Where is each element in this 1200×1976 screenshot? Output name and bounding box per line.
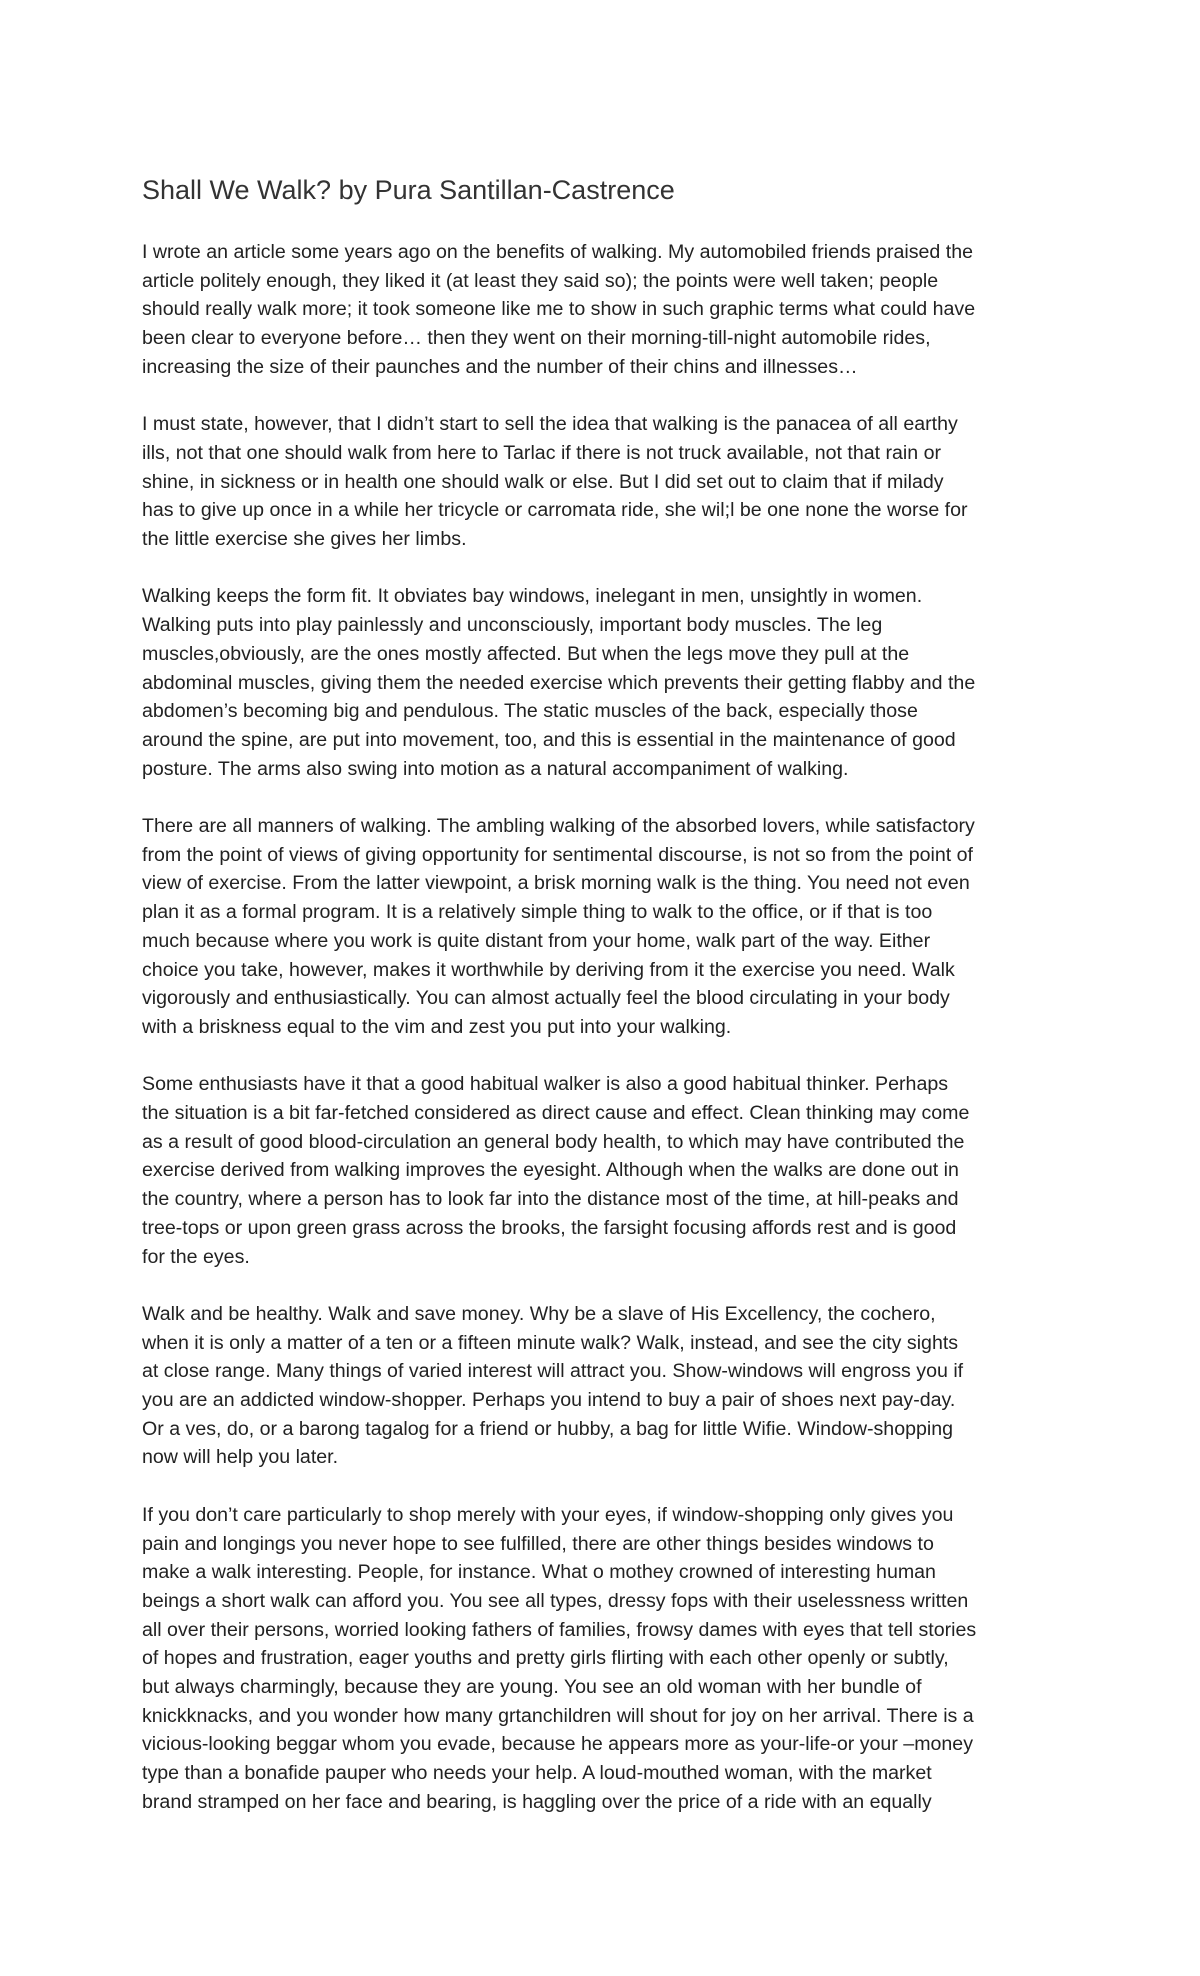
paragraph-line: as a result of good blood-circulation an general body health, to which may have contributed the [142, 1130, 965, 1153]
paragraph-line: muscles,obviously, are the ones mostly affected. But when the legs move they pull at the [142, 642, 910, 665]
paragraph-line: abdominal muscles, giving them the needed exercise which prevents their getting flabby and the [142, 671, 976, 694]
paragraph-line: beings a short walk can afford you. You see all types, dressy fops with their uselessness written [142, 1589, 969, 1612]
paragraph-line: ills, not that one should walk from here to Tarlac if there is not truck available, not that rain or [142, 441, 942, 464]
paragraph-line: of hopes and frustration, eager youths and pretty girls flirting with each other openly or subtly, [142, 1647, 949, 1670]
paragraph-line: should really walk more; it took someone like me to show in such graphic terms what could have [142, 298, 976, 321]
paragraph [142, 238, 1072, 382]
paragraph-line: I wrote an article some years ago on the benefits of walking. My automobiled friends praised the [142, 241, 974, 263]
paragraph-line: make a walk interesting. People, for instance. What o mothey crowned of interesting human [142, 1561, 936, 1584]
paragraph [142, 1300, 1072, 1472]
paragraph-line: I must state, however, that I didn’t start to sell the idea that walking is the panacea of all earthy [142, 413, 958, 436]
paragraph-line: plan it as a formal program. It is a relatively simple thing to walk to the office, or if that is too [142, 901, 933, 924]
paragraph-line: the situation is a bit far-fetched considered as direct cause and effect. Clean thinking may come [142, 1102, 970, 1125]
paragraph [142, 1070, 1072, 1271]
paragraph-line: choice you take, however, makes it worthwhile by deriving from it the exercise you need. Walk [142, 958, 955, 981]
paragraph-line: There are all manners of walking. The ambling walking of the absorbed lovers, while satisfactory [142, 815, 975, 838]
paragraph-line: exercise derived from walking improves the eyesight. Although when the walks are done out in [142, 1159, 959, 1182]
paragraph [142, 812, 1072, 1042]
paragraph [142, 410, 1072, 554]
paragraph-line: the country, where a person has to look far into the distance most of the time, at hill-peaks and [142, 1188, 959, 1211]
paragraph-line: when it is only a matter of a ten or a fifteen minute walk? Walk, instead, and see the city sights [142, 1331, 959, 1354]
paragraph-line: the little exercise she gives her limbs. [142, 528, 467, 551]
paragraph-line: with a briskness equal to the vim and zest you put into your walking. [142, 1015, 732, 1038]
paragraph-line: If you don’t care particularly to shop merely with your eyes, if window-shopping only gives you [142, 1503, 954, 1526]
paragraph [142, 1501, 1072, 1817]
paragraph-line: tree-tops or upon green grass across the brooks, the farsight focusing affords rest and is good [142, 1216, 957, 1239]
paragraph-line: vigorously and enthusiastically. You can almost actually feel the blood circulating in your body [142, 987, 950, 1010]
paragraph-line: increasing the size of their paunches and the number of their chins and illnesses… [142, 355, 858, 378]
paragraph-line: for the eyes. [142, 1245, 250, 1268]
paragraph-line: much because where you work is quite distant from your home, walk part of the way. Either [142, 929, 931, 952]
paragraph-line: now will help you later. [142, 1446, 339, 1469]
paragraph-line: but always charmingly, because they are young. You see an old woman with her bundle of [142, 1676, 922, 1699]
paragraph-line: Walking keeps the form fit. It obviates bay windows, inelegant in men, unsightly in women. [142, 585, 923, 608]
paragraph-line: Some enthusiasts have it that a good habitual walker is also a good habitual thinker. Perhaps [142, 1073, 949, 1096]
paragraph-line: Walking puts into play painlessly and unconsciously, important body muscles. The leg [142, 614, 883, 637]
paragraph-line: posture. The arms also swing into motion as a natural accompaniment of walking. [142, 757, 849, 780]
paragraph-line: brand stramped on her face and bearing, is haggling over the price of a ride with an equally [142, 1790, 932, 1813]
paragraph-line: vicious-looking beggar whom you evade, because he appears more as your-life-or your –money [142, 1733, 974, 1756]
paragraph-line: around the spine, are put into movement, too, and this is essential in the maintenance of good [142, 728, 956, 751]
paragraph-line: has to give up once in a while her tricycle or carromata ride, she wil;l be one none the worse for [142, 499, 968, 522]
paragraph-line: view of exercise. From the latter viewpoint, a brisk morning walk is the thing. You need not even [142, 872, 970, 895]
paragraph-line: type than a bonafide pauper who needs your help. A loud-mouthed woman, with the market [142, 1762, 932, 1785]
document-title: Shall We Walk? by Pura Santillan-Castrence [142, 175, 675, 205]
paragraph-line: shine, in sickness or in health one should walk or else. But I did set out to claim that if milady [142, 470, 944, 493]
paragraph-line: pain and longings you never hope to see fulfilled, there are other things besides windows to [142, 1532, 934, 1555]
document-body [142, 172, 1072, 1845]
paragraph-line: knickknacks, and you wonder how many grtanchildren will shout for joy on her arrival. There is a [142, 1704, 974, 1727]
paragraph-line: Walk and be healthy. Walk and save money. Why be a slave of His Excellency, the cochero, [142, 1302, 936, 1325]
paragraph-list [142, 238, 1072, 1817]
paragraph-line: from the point of views of giving opportunity for sentimental discourse, is not so from the point of [142, 843, 973, 866]
paragraph-line: abdomen’s becoming big and pendulous. The static muscles of the back, especially those [142, 700, 918, 723]
paragraph-line: all over their persons, worried looking fathers of families, frowsy dames with eyes that tell stories [142, 1618, 977, 1641]
paragraph-line: been clear to everyone before… then they went on their morning-till-night automobile rides, [142, 327, 931, 350]
paragraph-line: Or a ves, do, or a barong tagalog for a friend or hubby, a bag for little Wifie. Window-shopping [142, 1417, 954, 1440]
paragraph [142, 582, 1072, 783]
paragraph-line: you are an addicted window-shopper. Perhaps you intend to buy a pair of shoes next pay-day. [142, 1389, 956, 1412]
paragraph-line: article politely enough, they liked it (at least they said so); the points were well taken; people [142, 269, 939, 292]
paragraph-line: at close range. Many things of varied interest will attract you. Show-windows will engross you if [142, 1360, 964, 1383]
